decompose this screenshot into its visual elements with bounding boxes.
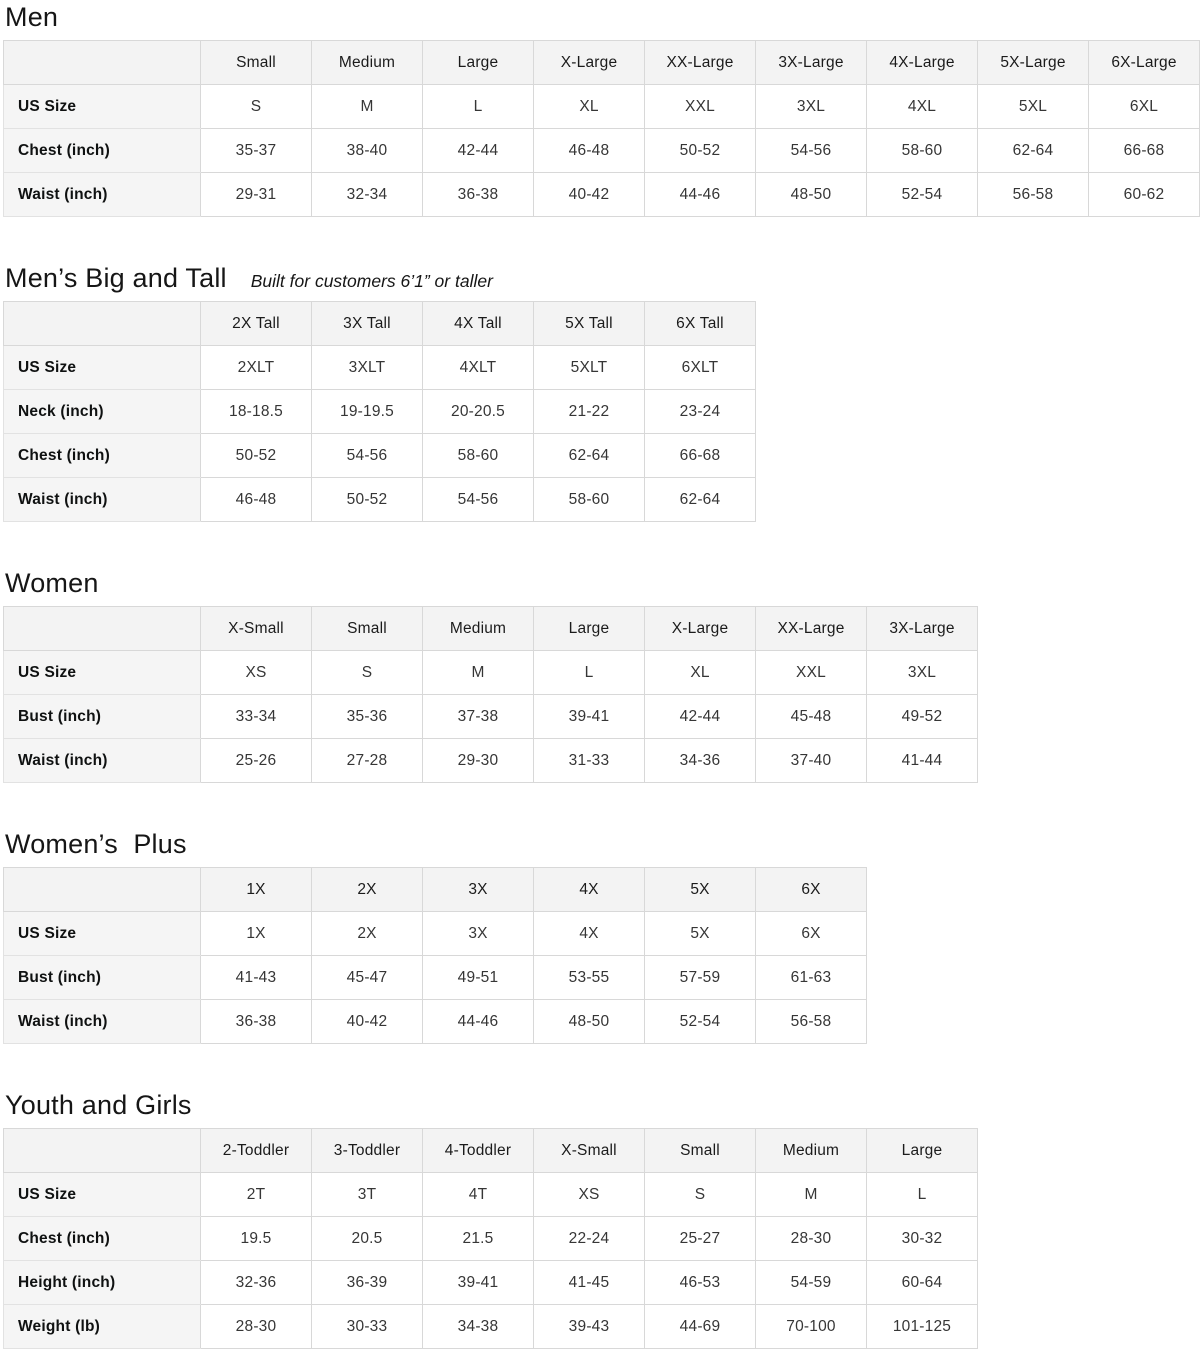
size-cell: 60-64 <box>867 1261 978 1305</box>
size-cell: 49-52 <box>867 695 978 739</box>
size-cell: 30-32 <box>867 1217 978 1261</box>
size-cell: 20.5 <box>312 1217 423 1261</box>
table-row <box>4 651 978 695</box>
section-mens-big-and-tall <box>3 263 1200 522</box>
column-header: 3X <box>423 868 534 912</box>
row-label: Waist (inch) <box>4 478 201 522</box>
size-cell: 60-62 <box>1089 173 1200 217</box>
size-cell: XXL <box>645 85 756 129</box>
row-label: US Size <box>4 346 201 390</box>
section-title: Women <box>5 568 99 598</box>
header-row <box>4 302 756 346</box>
size-cell: 4XLT <box>423 346 534 390</box>
section-men <box>3 2 1200 217</box>
column-header: XX-Large <box>756 607 867 651</box>
size-cell: S <box>312 651 423 695</box>
size-cell: 2XLT <box>201 346 312 390</box>
column-header: Large <box>423 41 534 85</box>
size-cell: 54-56 <box>756 129 867 173</box>
size-cell: 54-56 <box>312 434 423 478</box>
size-cell: 23-24 <box>645 390 756 434</box>
section-title: Men’s Big and Tall <box>5 263 227 293</box>
size-cell: 35-37 <box>201 129 312 173</box>
column-header: 2X Tall <box>201 302 312 346</box>
size-table-womens-plus <box>3 867 867 1044</box>
column-header: 6X Tall <box>645 302 756 346</box>
size-cell: 34-36 <box>645 739 756 783</box>
row-label: Waist (inch) <box>4 739 201 783</box>
size-cell: 25-27 <box>645 1217 756 1261</box>
size-table-mens-big-and-tall <box>3 301 756 522</box>
size-cell: 25-26 <box>201 739 312 783</box>
size-cell: XS <box>534 1173 645 1217</box>
size-cell: 53-55 <box>534 956 645 1000</box>
size-cell: 46-48 <box>201 478 312 522</box>
column-header: 5X <box>645 868 756 912</box>
column-header: 3-Toddler <box>312 1129 423 1173</box>
size-cell: 22-24 <box>534 1217 645 1261</box>
column-header: Medium <box>423 607 534 651</box>
size-cell: 34-38 <box>423 1305 534 1349</box>
size-cell: 1X <box>201 912 312 956</box>
size-cell: 56-58 <box>756 1000 867 1044</box>
size-cell: XS <box>201 651 312 695</box>
section-title: Women’s Plus <box>5 829 187 859</box>
row-label: US Size <box>4 912 201 956</box>
table-row <box>4 912 867 956</box>
size-cell: XL <box>534 85 645 129</box>
size-cell: 62-64 <box>534 434 645 478</box>
section-women <box>3 568 1200 783</box>
column-header: Small <box>201 41 312 85</box>
size-cell: 37-38 <box>423 695 534 739</box>
table-row <box>4 1261 978 1305</box>
row-label: US Size <box>4 651 201 695</box>
size-cell: 58-60 <box>867 129 978 173</box>
size-cell: 46-48 <box>534 129 645 173</box>
size-cell: 61-63 <box>756 956 867 1000</box>
section-header <box>5 568 1200 599</box>
column-header: 5X-Large <box>978 41 1089 85</box>
size-table-men <box>3 40 1200 217</box>
section-womens-plus <box>3 829 1200 1044</box>
size-cell: L <box>867 1173 978 1217</box>
size-cell: 44-46 <box>645 173 756 217</box>
size-cell: 18-18.5 <box>201 390 312 434</box>
size-cell: 3X <box>423 912 534 956</box>
row-label: Waist (inch) <box>4 1000 201 1044</box>
section-youth-and-girls <box>3 1090 1200 1349</box>
size-cell: 4XL <box>867 85 978 129</box>
size-cell: 54-59 <box>756 1261 867 1305</box>
size-cell: 33-34 <box>201 695 312 739</box>
table-row <box>4 1305 978 1349</box>
size-cell: 5X <box>645 912 756 956</box>
size-cell: 56-58 <box>978 173 1089 217</box>
size-cell: 20-20.5 <box>423 390 534 434</box>
size-cell: 21-22 <box>534 390 645 434</box>
size-cell: 70-100 <box>756 1305 867 1349</box>
size-cell: 41-45 <box>534 1261 645 1305</box>
section-title: Youth and Girls <box>5 1090 192 1120</box>
size-cell: 101-125 <box>867 1305 978 1349</box>
row-label: Bust (inch) <box>4 956 201 1000</box>
size-cell: 32-36 <box>201 1261 312 1305</box>
section-subtitle: Built for customers 6’1” or taller <box>250 271 493 291</box>
size-cell: M <box>423 651 534 695</box>
size-cell: 3T <box>312 1173 423 1217</box>
row-label: Chest (inch) <box>4 434 201 478</box>
column-header: Small <box>312 607 423 651</box>
size-cell: 2X <box>312 912 423 956</box>
table-row <box>4 434 756 478</box>
column-header: 6X-Large <box>1089 41 1200 85</box>
size-cell: 58-60 <box>534 478 645 522</box>
size-cell: 48-50 <box>756 173 867 217</box>
size-table-youth-and-girls <box>3 1128 978 1349</box>
size-cell: 50-52 <box>201 434 312 478</box>
size-cell: 45-48 <box>756 695 867 739</box>
size-cell: 27-28 <box>312 739 423 783</box>
corner-cell <box>4 1129 201 1173</box>
size-cell: 6XLT <box>645 346 756 390</box>
column-header: 4X-Large <box>867 41 978 85</box>
row-label: Neck (inch) <box>4 390 201 434</box>
size-cell: 57-59 <box>645 956 756 1000</box>
row-label: Bust (inch) <box>4 695 201 739</box>
row-label: US Size <box>4 1173 201 1217</box>
size-cell: 62-64 <box>978 129 1089 173</box>
table-row <box>4 695 978 739</box>
size-cell: 41-43 <box>201 956 312 1000</box>
size-cell: 36-39 <box>312 1261 423 1305</box>
table-row <box>4 739 978 783</box>
corner-cell <box>4 607 201 651</box>
size-cell: 30-33 <box>312 1305 423 1349</box>
column-header: 1X <box>201 868 312 912</box>
column-header: 4X Tall <box>423 302 534 346</box>
table-row <box>4 129 1200 173</box>
size-table-women <box>3 606 978 783</box>
size-cell: 2T <box>201 1173 312 1217</box>
column-header: X-Large <box>534 41 645 85</box>
column-header: Small <box>645 1129 756 1173</box>
column-header: 5X Tall <box>534 302 645 346</box>
column-header: XX-Large <box>645 41 756 85</box>
column-header: 3X-Large <box>867 607 978 651</box>
size-cell: 39-43 <box>534 1305 645 1349</box>
column-header: 4-Toddler <box>423 1129 534 1173</box>
size-cell: 40-42 <box>312 1000 423 1044</box>
column-header: 3X-Large <box>756 41 867 85</box>
column-header: Large <box>534 607 645 651</box>
corner-cell <box>4 868 201 912</box>
size-cell: 3XL <box>867 651 978 695</box>
header-row <box>4 1129 978 1173</box>
size-cell: 46-53 <box>645 1261 756 1305</box>
size-cell: 28-30 <box>756 1217 867 1261</box>
size-cell: 41-44 <box>867 739 978 783</box>
size-cell: S <box>645 1173 756 1217</box>
size-cell: 36-38 <box>201 1000 312 1044</box>
size-cell: M <box>756 1173 867 1217</box>
size-cell: 3XLT <box>312 346 423 390</box>
size-cell: 48-50 <box>534 1000 645 1044</box>
header-row <box>4 41 1200 85</box>
size-cell: 62-64 <box>645 478 756 522</box>
section-header <box>5 1090 1200 1121</box>
size-cell: XXL <box>756 651 867 695</box>
corner-cell <box>4 302 201 346</box>
size-cell: 32-34 <box>312 173 423 217</box>
size-cell: 4T <box>423 1173 534 1217</box>
size-cell: 40-42 <box>534 173 645 217</box>
size-cell: M <box>312 85 423 129</box>
size-cell: 38-40 <box>312 129 423 173</box>
size-cell: 49-51 <box>423 956 534 1000</box>
column-header: Medium <box>756 1129 867 1173</box>
size-cell: 45-47 <box>312 956 423 1000</box>
table-row <box>4 346 756 390</box>
size-cell: XL <box>645 651 756 695</box>
size-cell: 37-40 <box>756 739 867 783</box>
size-cell: 58-60 <box>423 434 534 478</box>
row-label: US Size <box>4 85 201 129</box>
size-cell: 6XL <box>1089 85 1200 129</box>
table-row <box>4 478 756 522</box>
section-title: Men <box>5 2 59 32</box>
header-row <box>4 868 867 912</box>
size-cell: 19.5 <box>201 1217 312 1261</box>
corner-cell <box>4 41 201 85</box>
size-cell: 5XL <box>978 85 1089 129</box>
size-cell: 29-30 <box>423 739 534 783</box>
table-row <box>4 173 1200 217</box>
size-cell: 36-38 <box>423 173 534 217</box>
section-header <box>5 829 1200 860</box>
table-row <box>4 1000 867 1044</box>
size-cell: 42-44 <box>423 129 534 173</box>
size-cell: 35-36 <box>312 695 423 739</box>
column-header: Medium <box>312 41 423 85</box>
size-cell: 39-41 <box>534 695 645 739</box>
size-cell: 66-68 <box>645 434 756 478</box>
size-cell: 28-30 <box>201 1305 312 1349</box>
size-cell: L <box>423 85 534 129</box>
size-cell: 50-52 <box>645 129 756 173</box>
column-header: 6X <box>756 868 867 912</box>
size-cell: 29-31 <box>201 173 312 217</box>
table-row <box>4 1217 978 1261</box>
column-header: 2X <box>312 868 423 912</box>
column-header: Large <box>867 1129 978 1173</box>
size-cell: S <box>201 85 312 129</box>
column-header: 3X Tall <box>312 302 423 346</box>
row-label: Chest (inch) <box>4 129 201 173</box>
size-cell: 6X <box>756 912 867 956</box>
size-cell: 66-68 <box>1089 129 1200 173</box>
size-cell: 19-19.5 <box>312 390 423 434</box>
size-cell: L <box>534 651 645 695</box>
size-cell: 44-46 <box>423 1000 534 1044</box>
size-cell: 50-52 <box>312 478 423 522</box>
size-cell: 42-44 <box>645 695 756 739</box>
table-row <box>4 85 1200 129</box>
table-row <box>4 956 867 1000</box>
size-cell: 44-69 <box>645 1305 756 1349</box>
row-label: Chest (inch) <box>4 1217 201 1261</box>
size-cell: 52-54 <box>645 1000 756 1044</box>
column-header: X-Small <box>201 607 312 651</box>
column-header: X-Small <box>534 1129 645 1173</box>
column-header: 4X <box>534 868 645 912</box>
header-row <box>4 607 978 651</box>
size-cell: 5XLT <box>534 346 645 390</box>
table-row <box>4 1173 978 1217</box>
row-label: Height (inch) <box>4 1261 201 1305</box>
size-cell: 31-33 <box>534 739 645 783</box>
size-cell: 52-54 <box>867 173 978 217</box>
column-header: 2-Toddler <box>201 1129 312 1173</box>
size-cell: 4X <box>534 912 645 956</box>
size-cell: 54-56 <box>423 478 534 522</box>
size-cell: 3XL <box>756 85 867 129</box>
table-row <box>4 390 756 434</box>
section-header <box>5 2 1200 33</box>
size-cell: 21.5 <box>423 1217 534 1261</box>
row-label: Waist (inch) <box>4 173 201 217</box>
row-label: Weight (lb) <box>4 1305 201 1349</box>
section-header <box>5 263 1200 294</box>
size-cell: 39-41 <box>423 1261 534 1305</box>
column-header: X-Large <box>645 607 756 651</box>
